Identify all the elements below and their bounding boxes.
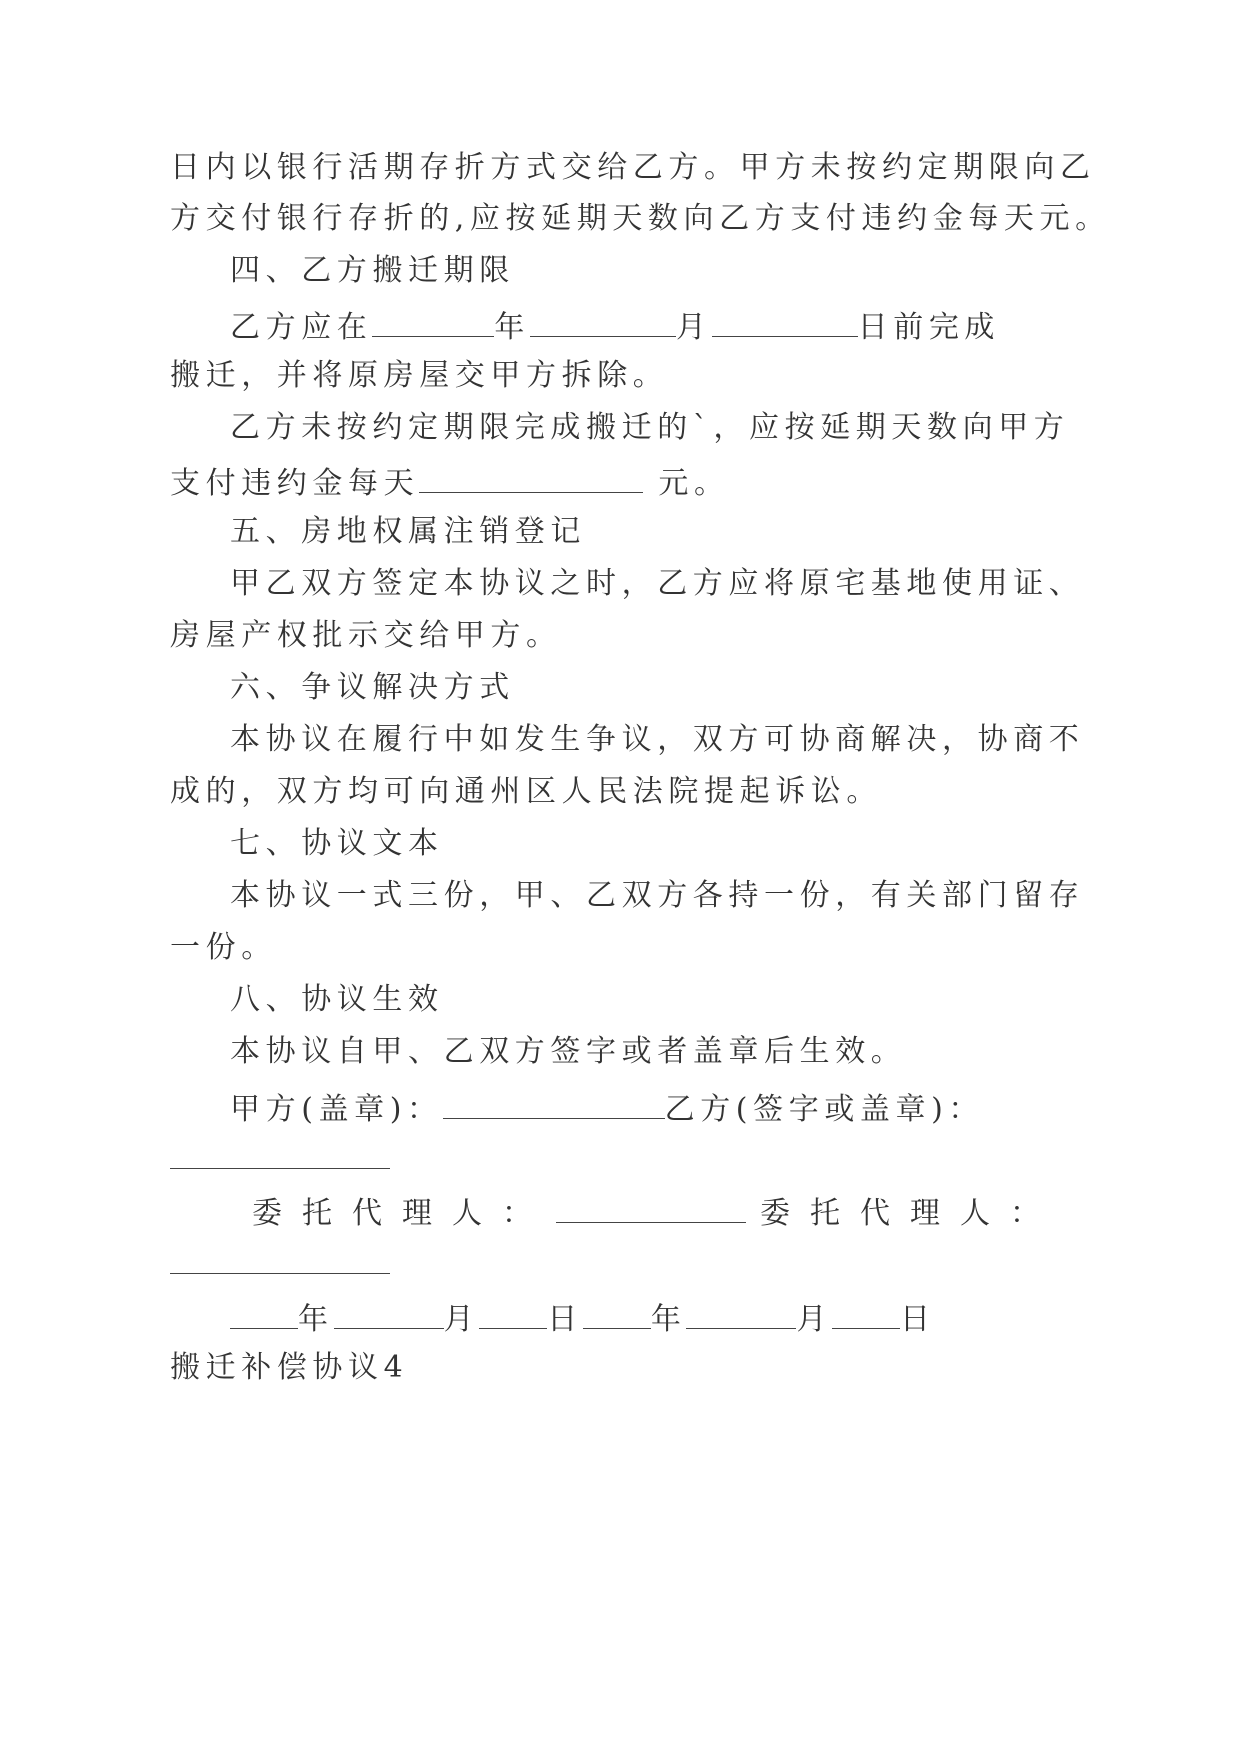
line-text: 本协议一式三份，甲、乙双方各持一份，有关部门留存 (230, 878, 1085, 913)
paragraph-line (230, 564, 1084, 604)
year-label: 年 (494, 310, 531, 345)
month-label: 月 (443, 1302, 480, 1337)
heading-text: 八、协议生效 (230, 982, 444, 1017)
blank-field (443, 1086, 665, 1119)
line-text: 本协议自甲、乙双方签字或者盖章后生效。 (230, 1034, 907, 1069)
party-a-seal-label: 甲方(盖章)： (230, 1092, 443, 1127)
blank-field (712, 304, 858, 337)
line-text: 日前完成 (857, 310, 1001, 345)
line-text: 房屋产权批示交给甲方。 (170, 618, 562, 653)
blank-field (372, 304, 494, 337)
month-label: 月 (676, 310, 712, 345)
section-heading (230, 251, 515, 291)
line-text: 本协议在履行中如发生争议，双方可协商解决，协商不 (230, 722, 1085, 757)
date-line (230, 1296, 936, 1340)
section-heading (230, 824, 444, 864)
title-text: 搬迁补偿协议4 (170, 1350, 409, 1385)
year-label: 年 (298, 1302, 334, 1337)
line-text: 支付违约金每天 (170, 466, 420, 501)
blank-field (832, 1296, 900, 1329)
blank-field (334, 1296, 444, 1329)
paragraph-line (230, 1032, 906, 1072)
line-text: 甲乙双方签定本协议之时，乙方应将原宅基地使用证、 (230, 566, 1085, 601)
agent-label: 委托代理人： (252, 1196, 552, 1231)
line-text: 乙方未按约定期限完成搬迁的`，应按延期天数向甲方 (230, 410, 1070, 445)
blank-field (479, 1296, 547, 1329)
line-text: 方交付银行存折的,应按延期天数向乙方支付违约金每天元。 (170, 201, 1111, 236)
paragraph-line (170, 199, 1111, 239)
document-title (170, 1348, 408, 1388)
paragraph-line (170, 148, 1096, 188)
section-heading (230, 668, 515, 708)
blank-field (556, 1190, 746, 1223)
blank-field (583, 1296, 651, 1329)
paragraph-line (170, 356, 668, 396)
line-text: 一份。 (170, 930, 277, 965)
agent-label: 委托代理人： (760, 1196, 1060, 1231)
signature-line (252, 1190, 1060, 1234)
heading-text: 七、协议文本 (230, 826, 444, 861)
paragraph-line (170, 616, 562, 656)
blank-field (530, 304, 676, 337)
section-heading (230, 512, 586, 552)
paragraph-line (170, 928, 277, 968)
blank-field (686, 1296, 796, 1329)
line-text: 成的，双方均可向通州区人民法院提起诉讼。 (170, 774, 882, 809)
year-label: 年 (650, 1302, 687, 1337)
paragraph-line (170, 460, 730, 504)
line-text: 日内以银行活期存折方式交给乙方。甲方未按约定期限向乙 (170, 150, 1096, 185)
blank-field (419, 460, 643, 493)
line-text: 乙方应在 (230, 310, 373, 345)
paragraph-line (230, 720, 1084, 760)
line-text: 元。 (643, 466, 730, 501)
section-heading (230, 980, 444, 1020)
paragraph-line (230, 304, 1000, 348)
day-label: 日 (900, 1302, 936, 1337)
blank-field (170, 1168, 390, 1169)
blank-field (230, 1296, 298, 1329)
line-text: 搬迁，并将原房屋交甲方拆除。 (170, 358, 669, 393)
day-label: 日 (547, 1302, 583, 1337)
heading-text: 四、乙方搬迁期限 (230, 253, 515, 288)
paragraph-line (230, 408, 1069, 448)
party-b-sign-label: 乙方(签字或盖章)： (664, 1092, 985, 1127)
blank-field (170, 1273, 390, 1274)
paragraph-line (170, 772, 882, 812)
heading-text: 五、房地权属注销登记 (230, 514, 586, 549)
paragraph-line (230, 876, 1084, 916)
month-label: 月 (796, 1302, 833, 1337)
heading-text: 六、争议解决方式 (230, 670, 515, 705)
signature-line (230, 1086, 984, 1130)
